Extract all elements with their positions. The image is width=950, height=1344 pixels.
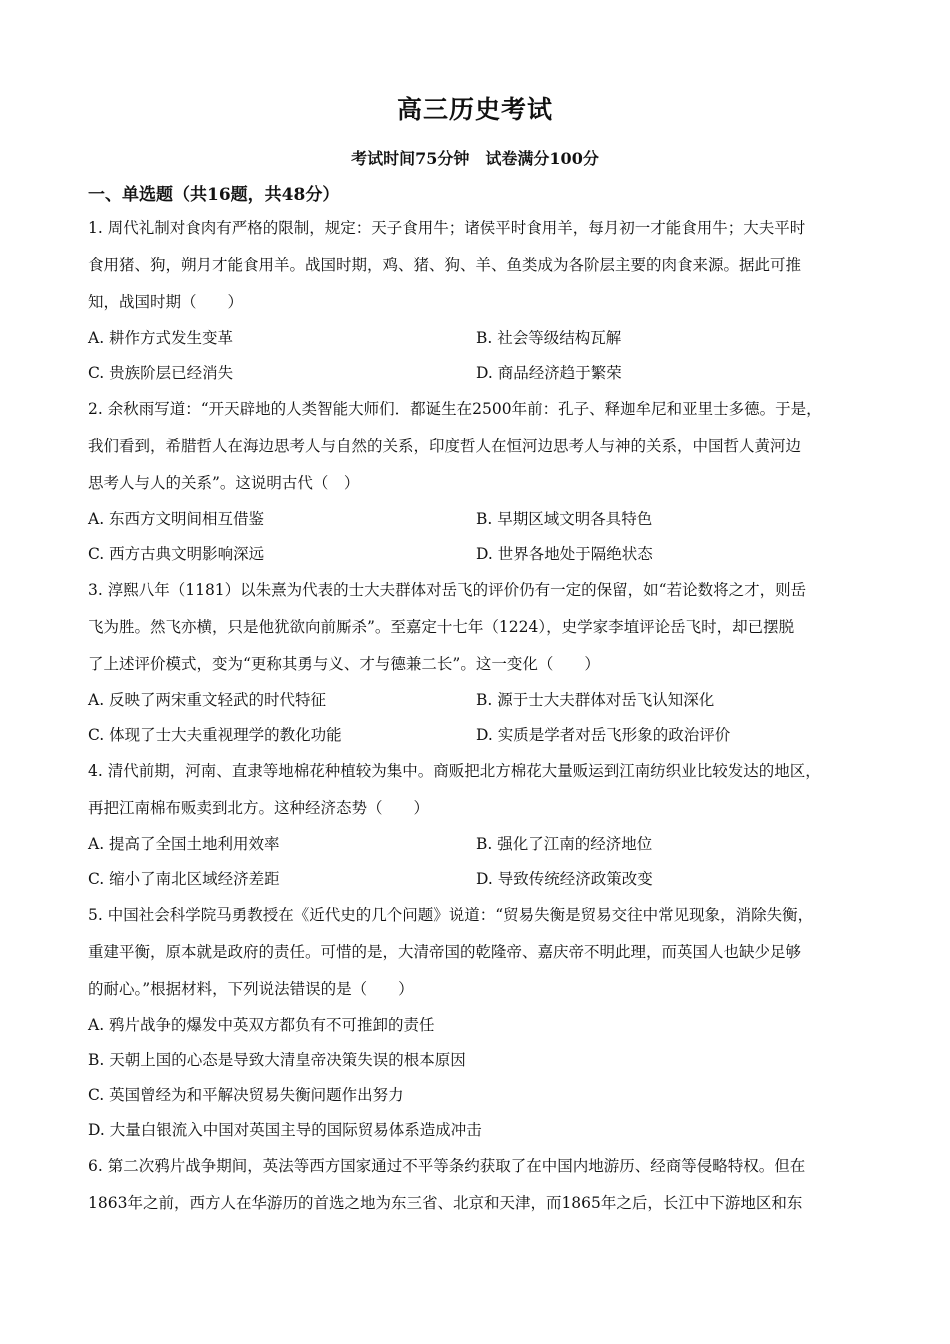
question-3 xyxy=(88,572,868,753)
option-a: A. 东西方文明间相互借鉴 xyxy=(88,510,265,528)
page-title: 高三历史考试 xyxy=(396,95,553,124)
option-c: C. 西方古典文明影响深远 xyxy=(88,545,265,563)
option-row xyxy=(88,827,868,862)
exam-info: 考试时间75分钟 试卷满分100分 xyxy=(351,149,599,168)
question-text-line: 飞为胜。然飞亦横，只是他犹欲向前厮杀”。至嘉定十七年（1224），史学家李埴评论岳飞时，却已摆脱 xyxy=(88,618,795,636)
question-text-line: 3. 淳熙八年（1181）以朱熹为代表的士大夫群体对岳飞的评价仍有一定的保留，如“若论数将之才，则岳 xyxy=(88,581,807,599)
option-d: D. 商品经济趋于繁荣 xyxy=(476,364,622,382)
option-c: C. 缩小了南北区域经济差距 xyxy=(88,870,280,888)
option-d: D. 世界各地处于隔绝状态 xyxy=(476,545,653,563)
question-text-line: 再把江南棉布贩卖到北方。这种经济态势（ ） xyxy=(88,799,430,817)
option-c: C. 体现了士大夫重视理学的教化功能 xyxy=(88,726,342,744)
option-b: B. 天朝上国的心态是导致大清皇帝决策失误的根本原因 xyxy=(88,1051,466,1069)
question-text-line: 食用猪、狗，朔月才能食用羊。战国时期，鸡、猪、狗、羊、鱼类成为各阶层主要的肉食来源。据此可推 xyxy=(88,256,802,274)
question-text-line: 5. 中国社会科学院马勇教授在《近代史的几个问题》说道：“贸易失衡是贸易交往中常见现象，消除失衡， xyxy=(88,906,814,924)
option-b: B. 源于士大夫群体对岳飞认知深化 xyxy=(476,691,715,709)
option-b: B. 早期区域文明各具特色 xyxy=(476,510,653,528)
option-a: A. 反映了两宋重文轻武的时代特征 xyxy=(88,691,327,709)
option-d: D. 大量白银流入中国对英国主导的国际贸易体系造成冲击 xyxy=(88,1121,482,1139)
section-heading: 一、单选题（共16题，共48分） xyxy=(88,185,340,205)
question-text-line: 1863年之前，西方人在华游历的首选之地为东三省、北京和天津，而1865年之后，长江中下游地区和东 xyxy=(88,1194,803,1212)
question-text-line: 重建平衡，原本就是政府的责任。可惜的是，大清帝国的乾隆帝、嘉庆帝不明此理，而英国人也缺少足够 xyxy=(88,943,802,961)
option-row xyxy=(88,321,868,356)
option-d: D. 导致传统经济政策改变 xyxy=(476,870,653,888)
option-row xyxy=(88,718,868,753)
option-a: A. 提高了全国土地利用效率 xyxy=(88,835,280,853)
question-text-line: 思考人与人的关系”。这说明古代（ ） xyxy=(88,474,360,492)
option-row xyxy=(88,356,868,391)
option-a: A. 耕作方式发生变革 xyxy=(88,329,234,347)
option-c: C. 英国曾经为和平解决贸易失衡问题作出努力 xyxy=(88,1086,404,1104)
question-text-line: 1. 周代礼制对食肉有严格的限制，规定：天子食用牛；诸侯平时食用羊，每月初一才能食用牛；大夫平时 xyxy=(88,219,806,237)
question-4 xyxy=(88,753,868,897)
option-row xyxy=(88,502,868,537)
option-d: D. 实质是学者对岳飞形象的政治评价 xyxy=(476,726,731,744)
question-text-line: 知，战国时期（ ） xyxy=(88,293,244,311)
question-list xyxy=(88,210,868,1222)
question-text-line: 6. 第二次鸦片战争期间，英法等西方国家通过不平等条约获取了在中国内地游历、经商等侵略特权。但在 xyxy=(88,1157,806,1175)
question-text-line: 2. 余秋雨写道：“开天辟地的人类智能大师们．都诞生在2500年前：孔子、释迦牟尼和亚里士多德。于是， xyxy=(88,400,822,418)
option-row xyxy=(88,683,868,718)
question-5 xyxy=(88,897,868,1148)
option-b: B. 强化了江南的经济地位 xyxy=(476,835,653,853)
option-b: B. 社会等级结构瓦解 xyxy=(476,329,622,347)
option-a: A. 鸦片战争的爆发中英双方都负有不可推卸的责任 xyxy=(88,1016,435,1034)
option-row xyxy=(88,537,868,572)
question-1 xyxy=(88,210,868,391)
question-text-line: 我们看到，希腊哲人在海边思考人与自然的关系，印度哲人在恒河边思考人与神的关系，中国哲人黄河边 xyxy=(88,437,802,455)
question-2 xyxy=(88,391,868,572)
question-6 xyxy=(88,1148,868,1222)
option-c: C. 贵族阶层已经消失 xyxy=(88,364,234,382)
question-text-line: 了上述评价模式，变为“更称其勇与义、才与德兼二长”。这一变化（ ） xyxy=(88,655,600,673)
question-text-line: 的耐心。”根据材料，下列说法错误的是（ ） xyxy=(88,980,414,998)
question-text-line: 4. 清代前期，河南、直隶等地棉花种植较为集中。商贩把北方棉花大量贩运到江南纺织业比较发达的地区， xyxy=(88,762,821,780)
option-row xyxy=(88,862,868,897)
